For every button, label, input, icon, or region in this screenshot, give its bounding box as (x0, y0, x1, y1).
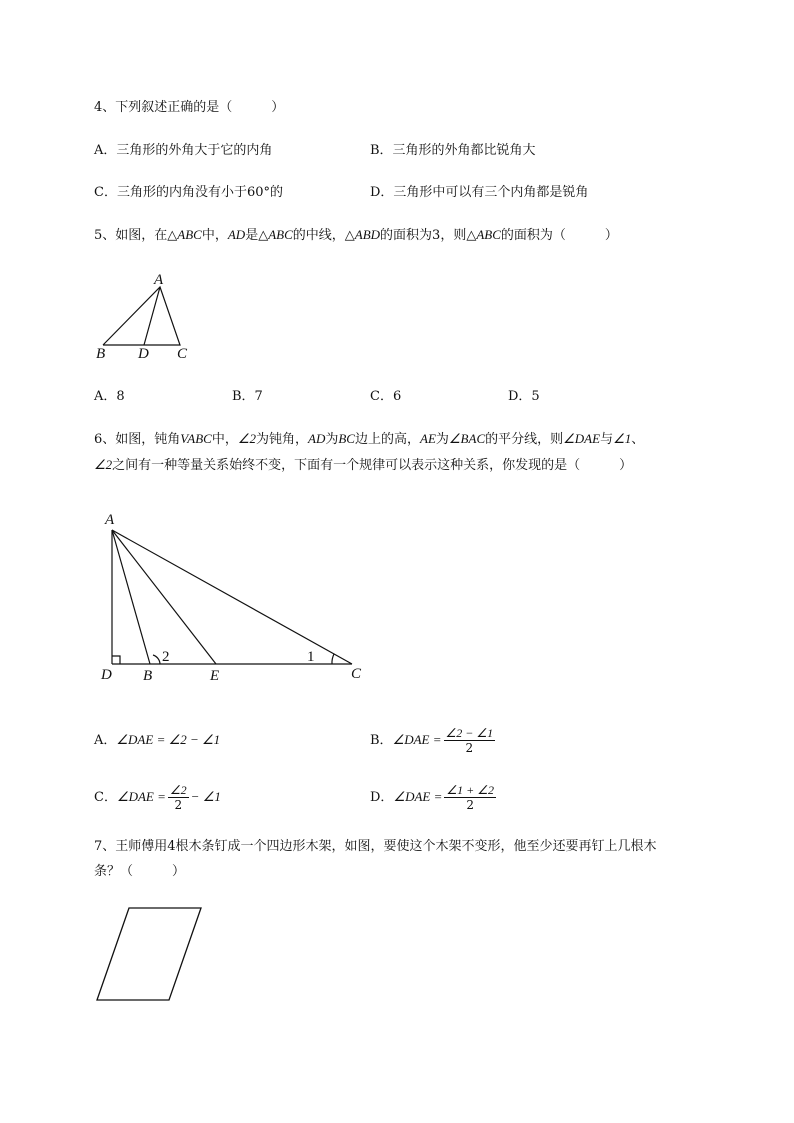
q6-option-b-fraction: $\frac{\angle 2 - \angle 1}{2}$ (445, 726, 494, 755)
q6-side-ab (112, 530, 150, 664)
q6-label-angle1: 1 (307, 649, 315, 665)
q6-option-a: A．∠DAE = ∠2 − ∠1 (94, 732, 221, 748)
q5-option-c: C．6 (370, 389, 402, 404)
q4-stem: 4、下列叙述正确的是（ ） (94, 100, 285, 115)
q5-option-a: A．8 (94, 389, 125, 404)
q5-option-b: B．7 (232, 389, 263, 404)
q5-label-b: B (96, 346, 106, 362)
q4-option-c: C．三角形的内角没有小于60°的 (94, 185, 283, 200)
q5-label-a: A (154, 272, 164, 288)
q6-bisector-ae (112, 530, 216, 664)
q5-option-d: D．5 (508, 389, 540, 404)
q6-option-d-fraction: $\frac{\angle 1 + \angle 2}{2}$ (446, 783, 495, 812)
q6-stem-line2: ∠2之间有一种等量关系始终不变，下面有一个规律可以表示这种关系，你发现的是（ ） (94, 457, 633, 473)
q6-label-d: D (101, 667, 112, 683)
q6-stem-line1: 6、如图，钝角VABC中，∠2为钝角，AD为BC边上的高，AE为∠BAC的平分线，则∠DAE与∠1、 (94, 431, 645, 447)
q6-right-angle-mark (112, 656, 120, 664)
q7-stem-line2: 条？（ ） (94, 864, 186, 879)
q6-angle1-arc (332, 654, 334, 664)
q6-triangle-figure (112, 530, 352, 664)
q6-option-d: D．∠DAE = $\frac{\angle 1 + \angle 2}{2}$ (370, 783, 495, 812)
q6-option-c-fraction: $\frac{\angle 2}{2}$ (169, 783, 187, 812)
q6-label-angle2: 2 (162, 649, 170, 665)
q6-label-a: A (105, 512, 115, 528)
q6-angle2-arc (153, 655, 160, 664)
q5-stem: 5、如图，在△ABC中，AD是△ABC的中线，△ABD的面积为3，则△ABC的面积为（ ） (94, 227, 618, 243)
q4-option-b: B．三角形的外角都比锐角大 (370, 143, 536, 158)
q4-option-d: D．三角形中可以有三个内角都是锐角 (370, 185, 589, 200)
q7-stem-line1: 7、王师傅用4根木条钉成一个四边形木架，如图，要使这个木架不变形，他至少还要再钉上几根木 (94, 839, 657, 854)
q4-option-a: A．三角形的外角大于它的内角 (94, 143, 273, 158)
q6-label-c: C (351, 666, 362, 682)
q5-triangle-abc (103, 287, 180, 345)
q6-label-e: E (210, 668, 220, 684)
q5-triangle-figure (103, 287, 180, 345)
q6-option-b: B．∠DAE = $\frac{\angle 2 - \angle 1}{2}$ (370, 726, 494, 755)
q6-label-b: B (143, 668, 153, 684)
q7-parallelogram-frame (97, 908, 201, 1000)
q6-option-c: C．∠DAE = $\frac{\angle 2}{2}$ − ∠1 (94, 783, 221, 812)
q5-label-d: D (138, 346, 149, 362)
q6-side-ac (112, 530, 352, 664)
q5-label-c: C (177, 346, 188, 362)
